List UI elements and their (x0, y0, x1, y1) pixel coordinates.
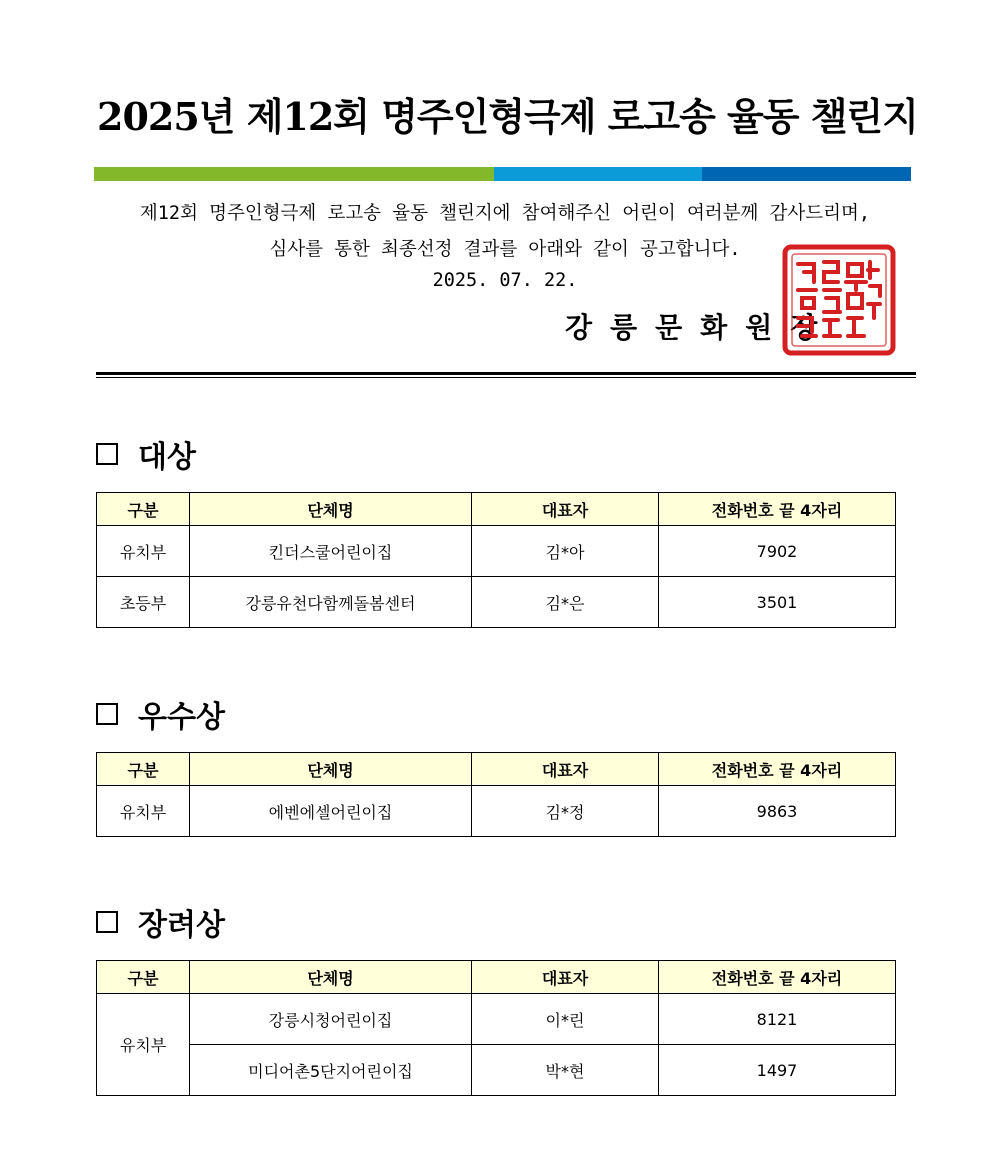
column-header: 대표자 (472, 753, 659, 786)
column-header: 단체명 (190, 753, 472, 786)
banner-green (94, 167, 494, 181)
header-rule-thin (96, 377, 916, 378)
column-header: 단체명 (190, 961, 472, 994)
column-header: 전화번호 끝 4자리 (659, 961, 896, 994)
column-header: 단체명 (190, 493, 472, 526)
table-row (97, 994, 896, 1045)
category-cell: 유치부 (97, 994, 190, 1096)
encouragement-table (96, 960, 896, 1096)
phone-cell: 9863 (659, 786, 896, 837)
phone-cell: 8121 (659, 994, 896, 1045)
rep-cell: 박*현 (472, 1045, 659, 1096)
table-header-row (97, 493, 896, 526)
announcement-date: 2025. 07. 22. (432, 270, 578, 291)
document-title: 2025년 제12회 명주인형극제 로고송 율동 챌린지 (97, 94, 918, 139)
phone-cell: 7902 (659, 526, 896, 577)
excellence-table (96, 752, 896, 837)
org-cell: 강릉시청어린이집 (190, 994, 472, 1045)
official-seal-icon (780, 242, 898, 358)
section-heading-excellence (96, 692, 225, 736)
intro-line-1: 제12회 명주인형극제 로고송 율동 챌린지에 참여해주신 어린이 여러분께 감사드리며, (139, 203, 871, 224)
category-cell: 초등부 (97, 577, 190, 628)
column-header: 전화번호 끝 4자리 (659, 753, 896, 786)
section-title: 장려상 (138, 908, 225, 943)
category-cell: 유치부 (97, 786, 190, 837)
banner-blue (702, 167, 911, 181)
rep-cell: 이*린 (472, 994, 659, 1045)
rep-cell: 김*은 (472, 577, 659, 628)
column-header: 구분 (97, 961, 190, 994)
section-title: 우수상 (138, 700, 225, 735)
grand-prize-table (96, 492, 896, 628)
column-header: 구분 (97, 753, 190, 786)
category-cell: 유치부 (97, 526, 190, 577)
phone-cell: 3501 (659, 577, 896, 628)
checkbox-square-icon (96, 443, 118, 465)
table-row (97, 1045, 896, 1096)
rep-cell: 김*정 (472, 786, 659, 837)
color-banner (94, 167, 911, 181)
header-rule (96, 372, 916, 375)
rep-cell: 김*아 (472, 526, 659, 577)
issuer-name: 강릉문화원장 (565, 311, 836, 344)
table-header-row (97, 753, 896, 786)
section-title: 대상 (138, 440, 196, 475)
table-row (97, 577, 896, 628)
table-row (97, 526, 896, 577)
org-cell: 미디어촌5단지어린이집 (190, 1045, 472, 1096)
section-heading-encouragement (96, 900, 225, 944)
phone-cell: 1497 (659, 1045, 896, 1096)
table-header-row (97, 961, 896, 994)
column-header: 대표자 (472, 493, 659, 526)
column-header: 전화번호 끝 4자리 (659, 493, 896, 526)
column-header: 대표자 (472, 961, 659, 994)
banner-cyan (494, 167, 702, 181)
intro-line-2: 심사를 통한 최종선정 결과를 아래와 같이 공고합니다. (269, 239, 741, 260)
org-cell: 에벤에셀어린이집 (190, 786, 472, 837)
table-row (97, 786, 896, 837)
org-cell: 킨더스쿨어린이집 (190, 526, 472, 577)
section-heading-grand-prize (96, 432, 196, 476)
checkbox-square-icon (96, 703, 118, 725)
column-header: 구분 (97, 493, 190, 526)
checkbox-square-icon (96, 911, 118, 933)
org-cell: 강릉유천다함께돌봄센터 (190, 577, 472, 628)
